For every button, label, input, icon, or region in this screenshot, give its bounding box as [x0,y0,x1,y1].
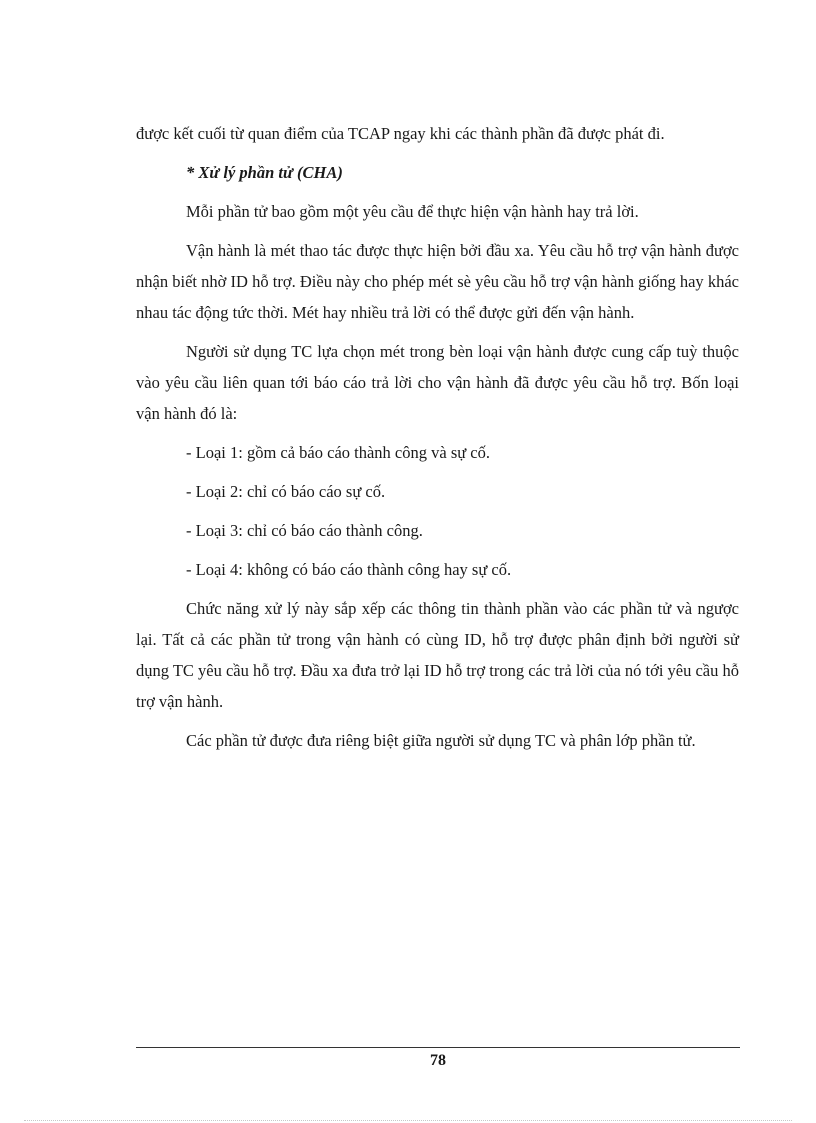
page-bottom-edge [24,1120,792,1121]
footer-divider [136,1047,740,1048]
paragraph-4: Chức năng xử lý này sắp xếp các thông tin thành phần vào các phần tử và ngược lại. Tất cả các phần tử trong vận hành có cùng ID, hỗ trợ được phân định bởi người sử dụng TC yêu cầu hỗ trợ. Đầu xa đưa trở lại ID hỗ trợ trong các trả lời của nó tới yêu cầu hỗ trợ vận hành. [136,599,740,711]
page-number: 78 [430,1052,446,1069]
list-item-type-4: - Loại 4: không có báo cáo thành công hay sự cố. [186,560,512,579]
list-item-type-1: - Loại 1: gồm cả báo cáo thành công và sự cố. [186,443,491,462]
paragraph-2: Vận hành là mét thao tác được thực hiện bởi đầu xa. Yêu cầu hỗ trợ vận hành được nhận biết nhờ ID hỗ trợ. Điều này cho phép mét sè yêu cầu hỗ trợ vận hành giống hay khác nhau tác động tức thời. Mét hay nhiều trả lời có thể được gửi đến vận hành. [136,241,739,322]
paragraph-continuation: được kết cuối từ quan điểm của TCAP ngay khi các thành phần đã được phát đi. [136,124,665,143]
section-heading [136,157,739,188]
list-item-type-2: - Loại 2: chỉ có báo cáo sự cố. [186,482,386,501]
list-item-type-3: - Loại 3: chỉ có báo cáo thành công. [186,521,423,540]
paragraph-5: Các phần tử được đưa riêng biệt giữa người sử dụng TC và phân lớp phần tử. [186,731,696,750]
page-body [136,118,739,756]
paragraph-3: Người sử dụng TC lựa chọn mét trong bèn loại vận hành được cung cấp tuỳ thuộc vào yêu cầu liên quan tới báo cáo trả lời cho vận hành đã được yêu cầu hỗ trợ. Bốn loại vận hành đó là: [136,342,739,423]
paragraph-1: Mỗi phần tử bao gồm một yêu cầu để thực hiện vận hành hay trả lời. [186,202,639,221]
heading-text: Xử lý phần tử (CHA) [198,163,343,182]
heading-bullet: * [186,163,199,182]
